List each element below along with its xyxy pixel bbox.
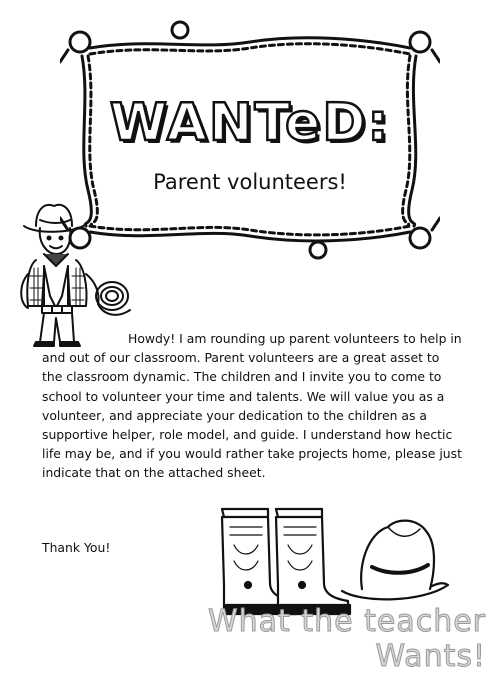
boots-and-hat-clipart xyxy=(212,505,452,620)
flyer-subtitle: Parent volunteers! xyxy=(153,170,347,194)
cowboy-clipart-icon xyxy=(14,196,140,348)
flyer-body-text: Howdy! I am rounding up parent volunteers to help in and out of our classroom. Parent volunteers are a great asset to the classroom dynamic. The children and I invite you to come to school to volunteer your time and talents. We will value you as a volunteer, and appreciate your dedication to the children as a supportive helper, role model, and guide. I understand how hectic life may be, and if you would rather take projects home, please just indicate that on the attached sheet. xyxy=(42,331,462,481)
thank-you-text: Thank You! xyxy=(42,540,111,555)
cowboy-boots-icon xyxy=(222,509,350,614)
cowboy-hat-icon xyxy=(342,521,448,600)
watermark-text: What the teacher Wants! xyxy=(207,604,486,674)
flyer-title: WANTeD: xyxy=(109,93,391,153)
